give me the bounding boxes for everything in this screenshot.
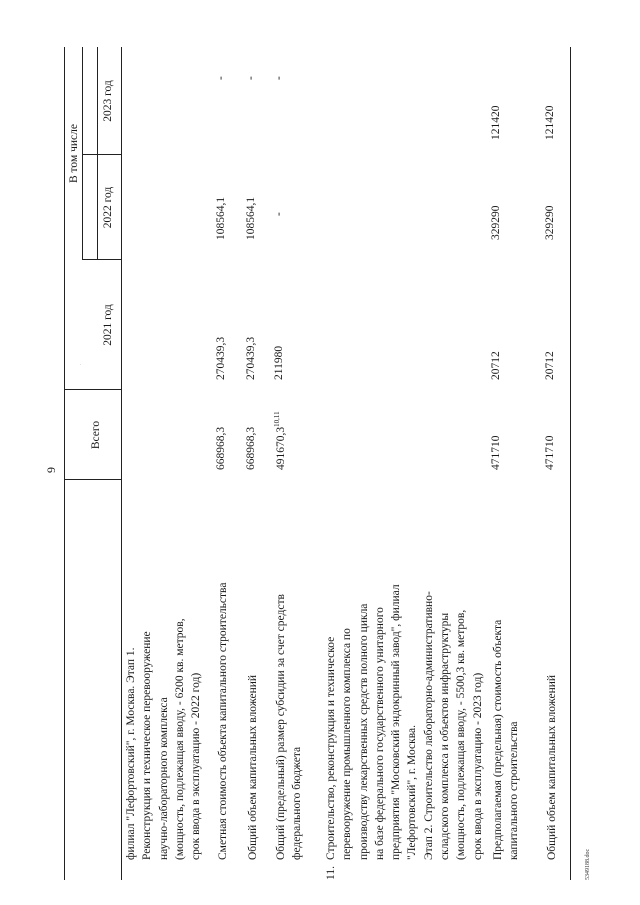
row-4-line-9: срок ввода в эксплуатацию - 2023 год) bbox=[471, 672, 484, 860]
row-1-2021: 270439,3 bbox=[215, 336, 227, 380]
row-0-line-3: (мощность, подлежащая вводу, - 6200 кв. метров, bbox=[173, 618, 186, 860]
row-3-line-1: федерального бюджета bbox=[291, 746, 304, 860]
table-top-rule bbox=[64, 47, 65, 880]
header-bottom-rule bbox=[121, 47, 122, 880]
row-1-total: 668968,3 bbox=[215, 426, 227, 470]
row-6-2023: 121420 bbox=[544, 105, 556, 140]
row-3-line-0: Общий (предельный) размер субсидии за счет средств bbox=[275, 594, 287, 860]
header-total: Всего bbox=[90, 420, 102, 450]
header-including: В том числе bbox=[68, 124, 80, 183]
row-0-line-2: научно-лабораторного комплекса bbox=[157, 697, 170, 860]
row-6-line-0: Общий объем капитальных вложений bbox=[546, 674, 558, 860]
row-4-line-0: Строительство, реконструкция и техническое bbox=[325, 636, 337, 860]
row-4-line-6: Этап 2. Строительство лабораторно-административно- bbox=[422, 591, 435, 860]
row-6-2022: 329290 bbox=[544, 205, 556, 240]
row-1-2023: - bbox=[215, 76, 227, 80]
row-2-line-0: Общий объем капитальных вложений bbox=[247, 674, 259, 860]
row-2-2023: - bbox=[245, 76, 257, 80]
row-1-2022: 108564,1 bbox=[215, 196, 227, 240]
row-6-total: 471710 bbox=[544, 435, 556, 470]
row-6-2021: 20712 bbox=[544, 351, 556, 380]
row-4-line-3: на базе федерального государственного унитарного bbox=[373, 607, 386, 860]
page-number: 9 bbox=[44, 467, 58, 473]
row-2-2021: 270439,3 bbox=[245, 336, 257, 380]
row-2-total: 668968,3 bbox=[245, 426, 257, 470]
row-4-line-1: перевооружение промышленного комплекса по bbox=[341, 628, 354, 860]
row-6-label bbox=[544, 675, 560, 860]
row-1-label bbox=[215, 583, 231, 860]
row-4-line-7: складского комплекса и объектов инфраструктуры bbox=[439, 612, 452, 860]
row-3-label bbox=[273, 594, 306, 860]
row-5-total: 471710 bbox=[490, 435, 502, 470]
footer-filename: 5349188.doc bbox=[585, 848, 591, 880]
row-0-label bbox=[123, 618, 204, 860]
header-year-2022: 2022 год bbox=[102, 186, 114, 229]
row-0-line-0: филиал "Лефортовский", г. Москва. Этап 1. bbox=[125, 647, 137, 860]
row-4-number: 11. bbox=[325, 866, 337, 880]
row-4-line-8: (мощность, подлежащая вводу, - 5500,3 кв. метров, bbox=[455, 609, 468, 860]
row-3-2023: - bbox=[273, 76, 285, 80]
row-5-2023: 121420 bbox=[490, 105, 502, 140]
table-bottom-rule bbox=[570, 47, 571, 880]
row-5-line-1: капитального строительства bbox=[508, 721, 521, 860]
row-3-footnote-ref: 10,11 bbox=[273, 411, 281, 427]
row-0-line-4: срок ввода в эксплуатацию - 2022 год) bbox=[190, 672, 203, 860]
rotated-page bbox=[40, 45, 600, 885]
row-4-line-2: производству лекарственных средств полного цикла bbox=[357, 603, 370, 860]
row-3-total bbox=[273, 411, 287, 470]
scan-mark: . bbox=[78, 363, 83, 365]
row-4-line-5: "Лефортовский", г. Москва. bbox=[406, 725, 419, 860]
row-5-label bbox=[490, 620, 523, 860]
row-5-2021: 20712 bbox=[490, 351, 502, 380]
header-year-2023: 2023 год bbox=[102, 80, 114, 122]
row-3-2022: - bbox=[273, 212, 285, 216]
row-4-line-4: предприятия "Московский эндокринный завод", филиал bbox=[390, 584, 403, 860]
row-5-2022: 329290 bbox=[490, 205, 502, 240]
row-4-label bbox=[323, 584, 486, 860]
row-3-total-value: 491670,3 bbox=[275, 426, 287, 470]
row-2-label bbox=[245, 675, 261, 860]
header-year-2021: 2021 год bbox=[102, 304, 114, 346]
row-5-line-0: Предполагаемая (предельная) стоимость объекта bbox=[492, 619, 504, 860]
row-2-2022: 108564,1 bbox=[245, 196, 257, 240]
row-3-2021: 211980 bbox=[273, 345, 285, 380]
row-1-line-0: Сметная стоимость объекта капитального строительства bbox=[217, 582, 229, 860]
row-0-line-1: Реконструкция и техническое перевооружение bbox=[141, 631, 154, 860]
